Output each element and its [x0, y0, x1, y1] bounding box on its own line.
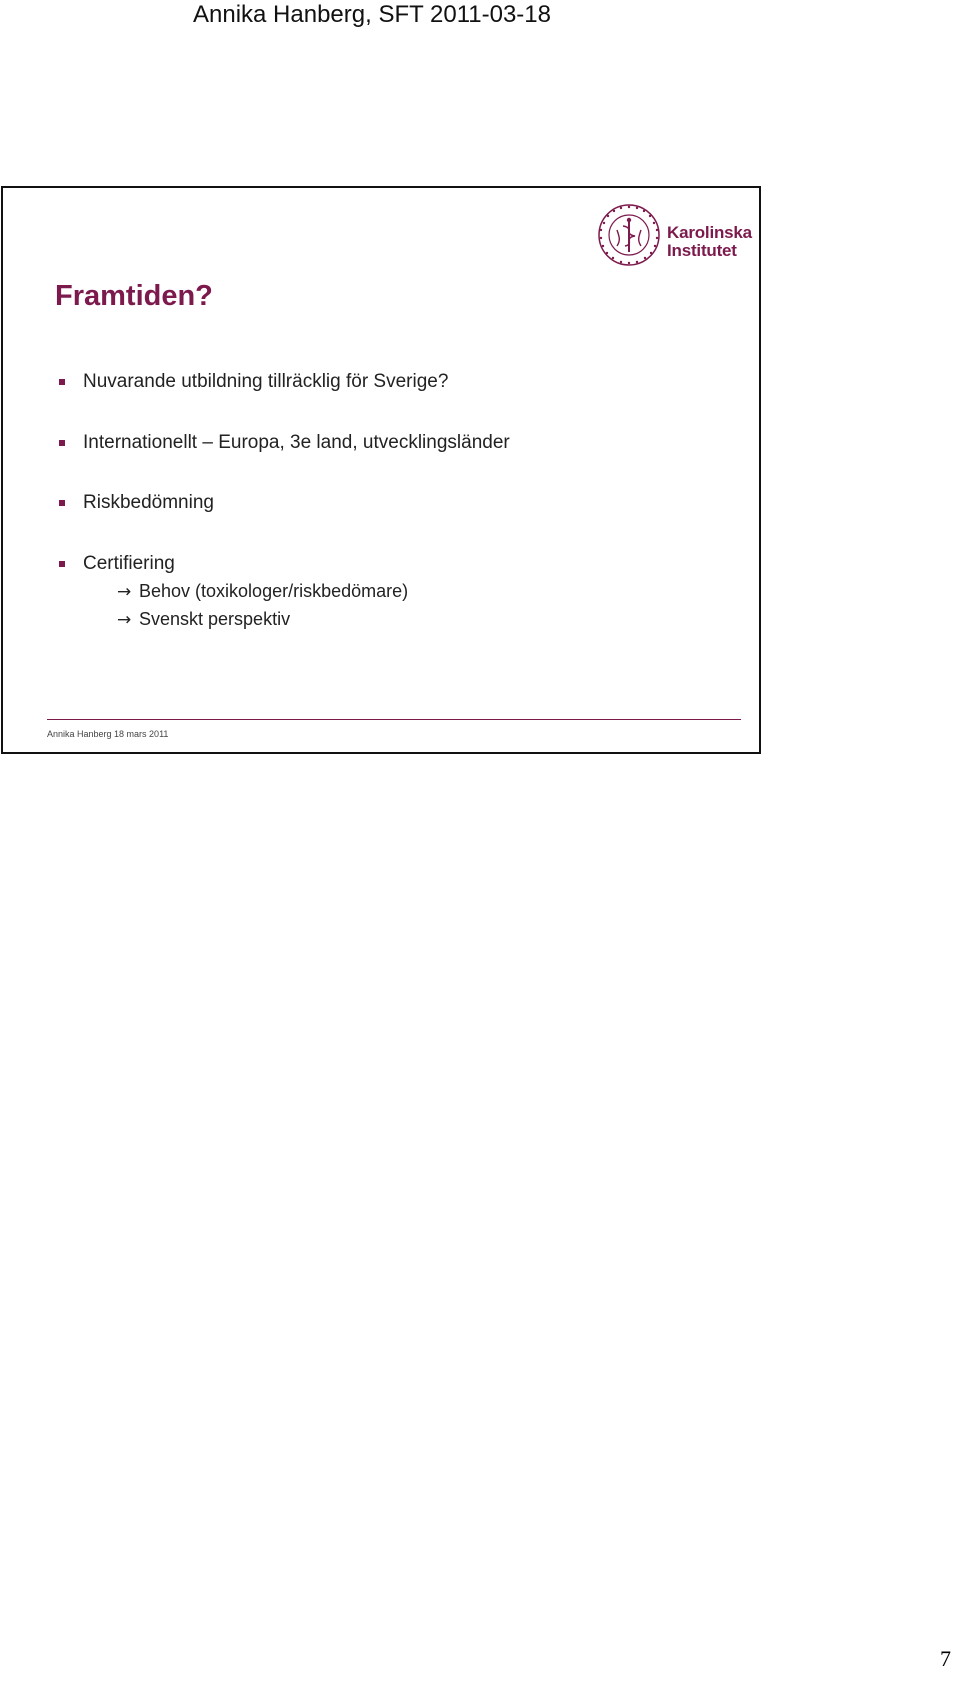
bullet-item — [59, 552, 759, 578]
sub-item — [117, 580, 408, 604]
sub-item — [117, 608, 290, 632]
sub-item-text: Behov (toxikologer/riskbedömare) — [139, 581, 409, 601]
bullet-item — [59, 431, 759, 457]
bullet-square-icon — [59, 440, 65, 446]
arrow-right-icon: → — [117, 582, 132, 602]
sub-item-text: Svenskt perspektiv — [139, 609, 291, 629]
footer-divider — [47, 719, 741, 720]
page-number: 7 — [940, 1646, 951, 1671]
bullet-list — [3, 188, 759, 752]
logo-name-line1: Karolinska — [667, 223, 752, 242]
bullet-text: Internationellt – Europa, 3e land, utvecklingsländer — [83, 432, 510, 453]
slide-title: Framtiden? — [55, 280, 213, 312]
slide-footer: Annika Hanberg 18 mars 2011 — [47, 729, 169, 739]
bullet-text: Riskbedömning — [83, 492, 214, 513]
bullet-square-icon — [59, 379, 65, 385]
bullet-text: Nuvarande utbildning tillräcklig för Sverige? — [83, 371, 449, 392]
bullet-item — [59, 370, 759, 396]
bullet-square-icon — [59, 561, 65, 567]
bullet-item — [59, 491, 759, 517]
logo-name-line2: Institutet — [667, 241, 737, 260]
arrow-right-icon: → — [117, 610, 132, 630]
page-header-title: Annika Hanberg, SFT 2011-03-18 — [193, 1, 551, 28]
bullet-square-icon — [59, 500, 65, 506]
slide — [1, 186, 761, 754]
bullet-text: Certifiering — [83, 553, 175, 574]
